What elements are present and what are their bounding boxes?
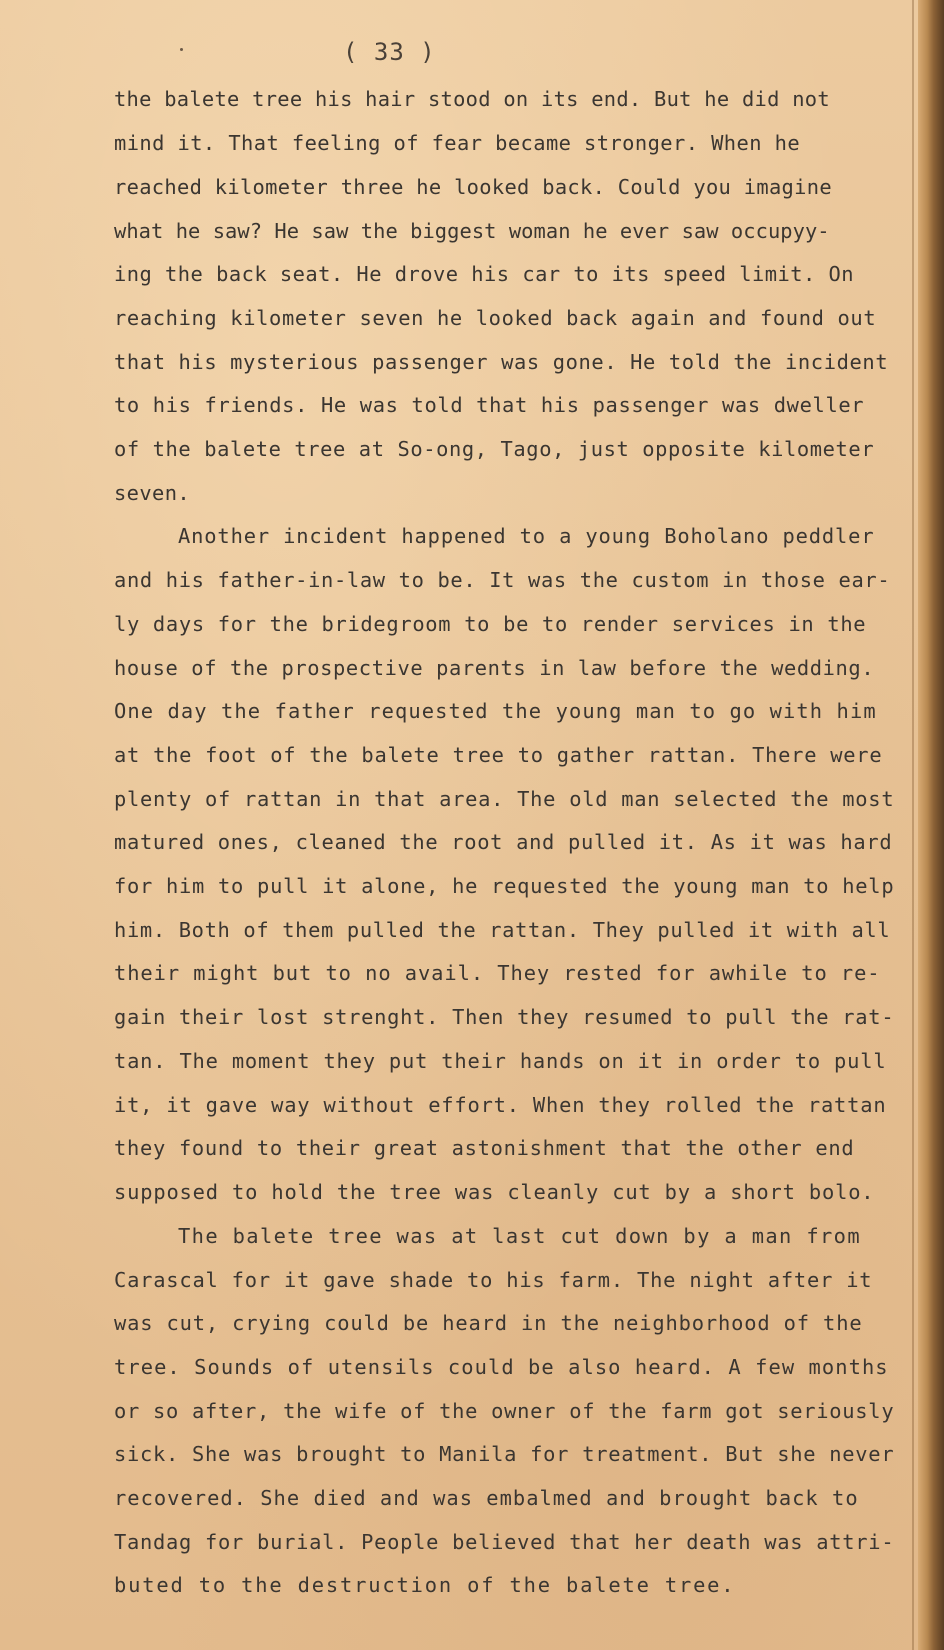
text-line: or so after, the wife of the owner of the farm got seriously — [114, 1399, 895, 1423]
text-line: for him to pull it alone, he requested the young man to help — [114, 874, 895, 898]
binding-shadow — [912, 0, 914, 1650]
page-binding-edge — [918, 0, 944, 1650]
text-line: Tandag for burial. People believed that her death was attri- — [114, 1530, 895, 1554]
text-line: their might but to no avail. They rested for awhile to re- — [114, 961, 881, 985]
text-line: house of the prospective parents in law before the wedding. — [114, 656, 875, 680]
text-line: what he saw? He saw the biggest woman he ever saw occupyy- — [114, 219, 830, 243]
text-line: sick. She was brought to Manila for treatment. But she never — [114, 1442, 895, 1466]
text-line: Carascal for it gave shade to his farm. The night after it — [114, 1268, 873, 1292]
text-line: matured ones, cleaned the root and pulled it. As it was hard — [114, 830, 893, 854]
text-line: of the balete tree at So-ong, Tago, just opposite kilometer — [114, 437, 875, 461]
text-line: mind it. That feeling of fear became stronger. When he — [114, 131, 801, 155]
text-line: to his friends. He was told that his passenger was dweller — [114, 393, 865, 417]
text-line: that his mysterious passenger was gone. He told the incident — [114, 350, 889, 374]
stray-ink-dot — [180, 48, 183, 51]
text-line: supposed to hold the tree was cleanly cut by a short bolo. — [114, 1180, 875, 1204]
text-line: at the foot of the balete tree to gather rattan. There were — [114, 743, 883, 767]
text-line: him. Both of them pulled the rattan. They pulled it with all — [114, 918, 891, 942]
text-line: recovered. She died and was embalmed and brought back to — [114, 1486, 859, 1510]
text-line: seven. — [114, 481, 191, 505]
text-line: it, it gave way without effort. When they rolled the rattan — [114, 1093, 887, 1117]
text-line: the balete tree his hair stood on its end. But he did not — [114, 87, 830, 111]
text-line: ly days for the bridegroom to be to render services in the — [114, 612, 867, 636]
text-line: ing the back seat. He drove his car to its speed limit. On — [114, 262, 855, 286]
text-line: One day the father requested the young man to go with him — [114, 699, 877, 723]
text-line: tan. The moment they put their hands on it in order to pull — [114, 1049, 887, 1073]
text-line: The balete tree was at last cut down by a man from — [178, 1224, 861, 1248]
text-line: reached kilometer three he looked back. Could you imagine — [114, 175, 832, 199]
text-line: plenty of rattan in that area. The old man selected the most — [114, 787, 895, 811]
text-line: and his father-in-law to be. It was the custom in those ear- — [114, 568, 891, 592]
text-line: was cut, crying could be heard in the neighborhood of the — [114, 1311, 863, 1335]
text-line: reaching kilometer seven he looked back again and found out — [114, 306, 877, 330]
text-line: they found to their great astonishment that the other end — [114, 1136, 855, 1160]
page-number: ( 33 ) — [343, 38, 436, 66]
text-line: Another incident happened to a young Boholano peddler — [178, 524, 875, 548]
text-line: tree. Sounds of utensils could be also heard. A few months — [114, 1355, 889, 1379]
text-line: gain their lost strenght. Then they resumed to pull the rat- — [114, 1005, 895, 1029]
text-line: buted to the destruction of the balete tree. — [114, 1573, 736, 1597]
